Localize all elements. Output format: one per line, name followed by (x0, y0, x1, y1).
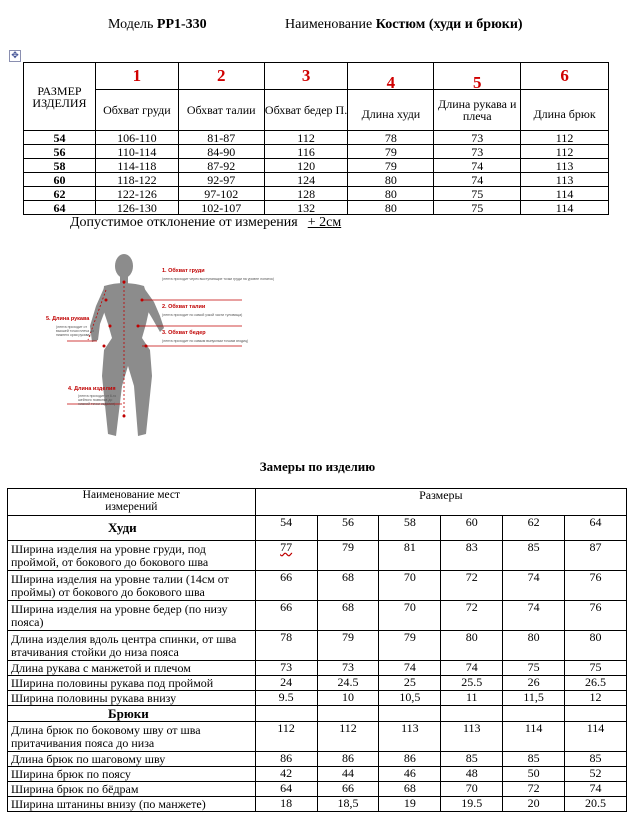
name-header-text: Наименование мест измерений (82, 489, 180, 513)
table-cell: 114 (521, 201, 609, 215)
table-cell: 85 (503, 752, 565, 767)
table-cell: 126-130 (95, 201, 178, 215)
body-silhouette-image (42, 246, 252, 446)
table-cell: 73 (434, 131, 521, 145)
table-cell: 74 (503, 571, 565, 601)
measurement-name-header (8, 489, 256, 516)
table-cell: 92-97 (178, 173, 264, 187)
table-cell: 26.5 (565, 676, 627, 691)
table-cell: 116 (264, 145, 348, 159)
pants-section-label: Брюки (8, 706, 256, 722)
garment-measurements-table (7, 488, 627, 812)
section-row (8, 706, 627, 722)
table-cell: 79 (348, 159, 434, 173)
table-cell: 10 (317, 691, 379, 706)
table-cell: 120 (264, 159, 348, 173)
size-column-header: 64 (565, 516, 627, 541)
empty-cell (441, 706, 503, 722)
table-cell: 75 (434, 201, 521, 215)
table-cell: 18,5 (317, 797, 379, 812)
chest-annotation: 1. Обхват груди (162, 268, 205, 274)
table-cell: 74 (441, 661, 503, 676)
table-cell: 11 (441, 691, 503, 706)
column-number: 2 (178, 63, 264, 90)
table-cell: 73 (255, 661, 317, 676)
table-row (8, 797, 627, 812)
table-cell: 20.5 (565, 797, 627, 812)
table-cell: 112 (317, 722, 379, 752)
table-cell: 76 (565, 601, 627, 631)
product-name-value: Костюм (худи и брюки) (375, 17, 523, 32)
measurement-name: Ширина штанины внизу (по манжете) (8, 797, 256, 812)
measurement-name: Ширина брюк по поясу (8, 767, 256, 782)
table-cell: 70 (379, 571, 441, 601)
table-cell: 124 (264, 173, 348, 187)
size-cell: 62 (24, 187, 96, 201)
column-label: Обхват талии (178, 90, 264, 131)
table-cell: 80 (348, 201, 434, 215)
table-cell: 70 (441, 782, 503, 797)
table-row (24, 145, 609, 159)
table-cell: 86 (317, 752, 379, 767)
table-cell: 118-122 (95, 173, 178, 187)
measurement-name: Ширина изделия на уровне бедер (по низу пояса) (8, 601, 256, 631)
measurement-name: Ширина половины рукава под проймой (8, 676, 256, 691)
table-cell: 80 (348, 173, 434, 187)
size-cell: 64 (24, 201, 96, 215)
table-cell: 66 (255, 601, 317, 631)
column-label: Обхват груди (95, 90, 178, 131)
tolerance-value: + 2см (307, 215, 342, 230)
table-cell: 10,5 (379, 691, 441, 706)
model-label: Модель (108, 17, 157, 32)
table-cell: 132 (264, 201, 348, 215)
sleeve-length-annotation: 5. Длина рукава (46, 316, 90, 322)
table-cell: 73 (317, 661, 379, 676)
table-cell: 128 (264, 187, 348, 201)
measurement-figure (42, 246, 275, 446)
table-cell: 24 (255, 676, 317, 691)
table-cell: 75 (434, 187, 521, 201)
size-cell: 56 (24, 145, 96, 159)
table-cell: 114 (565, 722, 627, 752)
table-cell: 26 (503, 676, 565, 691)
column-label: Длина брюк (521, 90, 609, 131)
table-cell: 25 (379, 676, 441, 691)
size-column-header: 62 (503, 516, 565, 541)
waist-annotation: 2. Обхват талии (162, 304, 206, 310)
table-cell: 86 (379, 752, 441, 767)
table-row (8, 722, 627, 752)
table-cell: 52 (565, 767, 627, 782)
table-cell: 87 (565, 541, 627, 571)
size-cell: 58 (24, 159, 96, 173)
table-row (8, 601, 627, 631)
tolerance-note (70, 215, 341, 231)
size-column-header: 56 (317, 516, 379, 541)
column-number: 1 (95, 63, 178, 90)
table-cell: 80 (348, 187, 434, 201)
table-cell: 114 (521, 187, 609, 201)
table-cell: 79 (317, 631, 379, 661)
table-cell: 42 (255, 767, 317, 782)
table-cell: 66 (317, 782, 379, 797)
measurement-name: Ширина изделия на уровне груди, под проймой, от бокового до бокового шва (8, 541, 256, 571)
table-cell: 68 (379, 782, 441, 797)
column-number: 3 (264, 63, 348, 90)
table-cell: 113 (521, 159, 609, 173)
table-row (24, 187, 609, 201)
table-cell: 79 (379, 631, 441, 661)
measurement-name: Длина брюк по шаговому шву (8, 752, 256, 767)
table-row (24, 159, 609, 173)
hoodie-section-label: Худи (8, 516, 256, 541)
measurement-name: Длина изделия вдоль центра спинки, от шва втачивания стойки до низа пояса (8, 631, 256, 661)
empty-cell (379, 706, 441, 722)
table-row (8, 631, 627, 661)
table-cell: 76 (565, 571, 627, 601)
size-cell: 60 (24, 173, 96, 187)
table-row (8, 661, 627, 676)
measurement-name: Длина рукава с манжетой и плечом (8, 661, 256, 676)
size-header: РАЗМЕР ИЗДЕЛИЯ (24, 63, 96, 131)
table-cell: 74 (434, 173, 521, 187)
table-cell: 72 (503, 782, 565, 797)
table-cell: 75 (565, 661, 627, 676)
table-cell: 72 (441, 571, 503, 601)
table-cell: 86 (255, 752, 317, 767)
table-cell: 19.5 (441, 797, 503, 812)
measurement-name: Ширина брюк по бёдрам (8, 782, 256, 797)
table-cell: 112 (264, 131, 348, 145)
table-cell: 25.5 (441, 676, 503, 691)
table-cell: 78 (348, 131, 434, 145)
table-cell: 80 (441, 631, 503, 661)
column-label: Обхват бедер П. (264, 90, 348, 131)
section-title: Замеры по изделию (259, 459, 376, 474)
table-cell: 83 (441, 541, 503, 571)
table-cell: 9.5 (255, 691, 317, 706)
annotation-note: (лента проходит по самой узкой части туловища) (162, 313, 243, 317)
empty-cell (317, 706, 379, 722)
table-cell: 74 (434, 159, 521, 173)
table-cell: 87-92 (178, 159, 264, 173)
table-cell: 79 (317, 541, 379, 571)
model-value: РР1-330 (156, 17, 207, 32)
size-chart-table (23, 62, 609, 215)
table-cell: 70 (379, 601, 441, 631)
table-cell: 85 (503, 541, 565, 571)
table-cell: 113 (441, 722, 503, 752)
table-cell: 114 (503, 722, 565, 752)
table-row (24, 131, 609, 145)
table-cell: 112 (255, 722, 317, 752)
product-name-label: Наименование (285, 17, 376, 32)
table-cell: 74 (379, 661, 441, 676)
table-row (8, 541, 627, 571)
table-cell: 48 (441, 767, 503, 782)
table-row (8, 571, 627, 601)
measurement-name: Ширина половины рукава внизу (8, 691, 256, 706)
table-cell: 66 (255, 571, 317, 601)
table-cell: 20 (503, 797, 565, 812)
table-cell: 106-110 (95, 131, 178, 145)
hips-annotation: 3. Обхват бедер (162, 330, 206, 336)
table-cell: 78 (255, 631, 317, 661)
table-cell: 84-90 (178, 145, 264, 159)
table-move-handle-icon[interactable]: ✥ (9, 50, 21, 62)
size-column-header: 60 (441, 516, 503, 541)
table-cell: 74 (503, 601, 565, 631)
table-cell: 44 (317, 767, 379, 782)
tolerance-text: Допустимое отклонение от измерения (70, 215, 298, 230)
column-number: 6 (521, 63, 609, 90)
table-cell: 50 (503, 767, 565, 782)
product-length-annotation: 4. Длина изделия (68, 386, 116, 392)
sizes-header: Размеры (255, 489, 626, 516)
table-cell: 113 (521, 173, 609, 187)
measurement-name: Длина брюк по боковому шву от шва притачивания пояса до низа (8, 722, 256, 752)
table-cell: 75 (503, 661, 565, 676)
table-cell: 81-87 (178, 131, 264, 145)
table-cell: 68 (317, 601, 379, 631)
empty-cell (255, 706, 317, 722)
table-cell: 112 (521, 145, 609, 159)
size-column-header: 54 (255, 516, 317, 541)
empty-cell (565, 706, 627, 722)
size-column-header: 58 (379, 516, 441, 541)
table-cell: 79 (348, 145, 434, 159)
table-cell: 97-102 (178, 187, 264, 201)
table-row (8, 782, 627, 797)
table-cell: 64 (255, 782, 317, 797)
column-number: 5 (434, 63, 521, 90)
table-cell: 19 (379, 797, 441, 812)
table-cell: 81 (379, 541, 441, 571)
empty-cell (503, 706, 565, 722)
column-number: 4 (348, 63, 434, 90)
table-cell: 12 (565, 691, 627, 706)
table-cell: 85 (565, 752, 627, 767)
table-row (8, 676, 627, 691)
table-cell: 73 (434, 145, 521, 159)
table-cell: 74 (565, 782, 627, 797)
table-cell: 68 (317, 571, 379, 601)
table-cell: 114-118 (95, 159, 178, 173)
table-cell: 77 (255, 541, 317, 571)
table-cell: 80 (503, 631, 565, 661)
table-cell: 85 (441, 752, 503, 767)
measurement-name: Ширина изделия на уровне талии (14см от проймы) от бокового до бокового шва (8, 571, 256, 601)
table-row (8, 691, 627, 706)
table-cell: 80 (565, 631, 627, 661)
annotation-note: (лента проходит от высшей точки плеча до нижнего края рукава) (56, 325, 95, 337)
table-cell: 102-107 (178, 201, 264, 215)
table-row (8, 752, 627, 767)
table-cell: 11,5 (503, 691, 565, 706)
table-row (24, 201, 609, 215)
table-cell: 112 (521, 131, 609, 145)
table-cell: 18 (255, 797, 317, 812)
table-cell: 110-114 (95, 145, 178, 159)
table-row (24, 173, 609, 187)
column-label: Длина рукава и плеча (434, 90, 521, 131)
annotation-note: (лента проходит через выступающие точки груди на уровне лопаток) (162, 277, 275, 281)
table-cell: 113 (379, 722, 441, 752)
table-cell: 72 (441, 601, 503, 631)
model-line (108, 17, 207, 33)
column-label: Длина худи (348, 90, 434, 131)
table-cell: 46 (379, 767, 441, 782)
annotation-note: (лента проходит от 6-го шейного позвонка до нижней точки изделия) (78, 394, 117, 406)
table-cell: 122-126 (95, 187, 178, 201)
table-cell: 24.5 (317, 676, 379, 691)
table-row (8, 767, 627, 782)
annotation-note: (лента проходит по самым выпуклым точкам ягодиц) (162, 339, 249, 343)
size-cell: 54 (24, 131, 96, 145)
product-name-line (285, 17, 523, 33)
